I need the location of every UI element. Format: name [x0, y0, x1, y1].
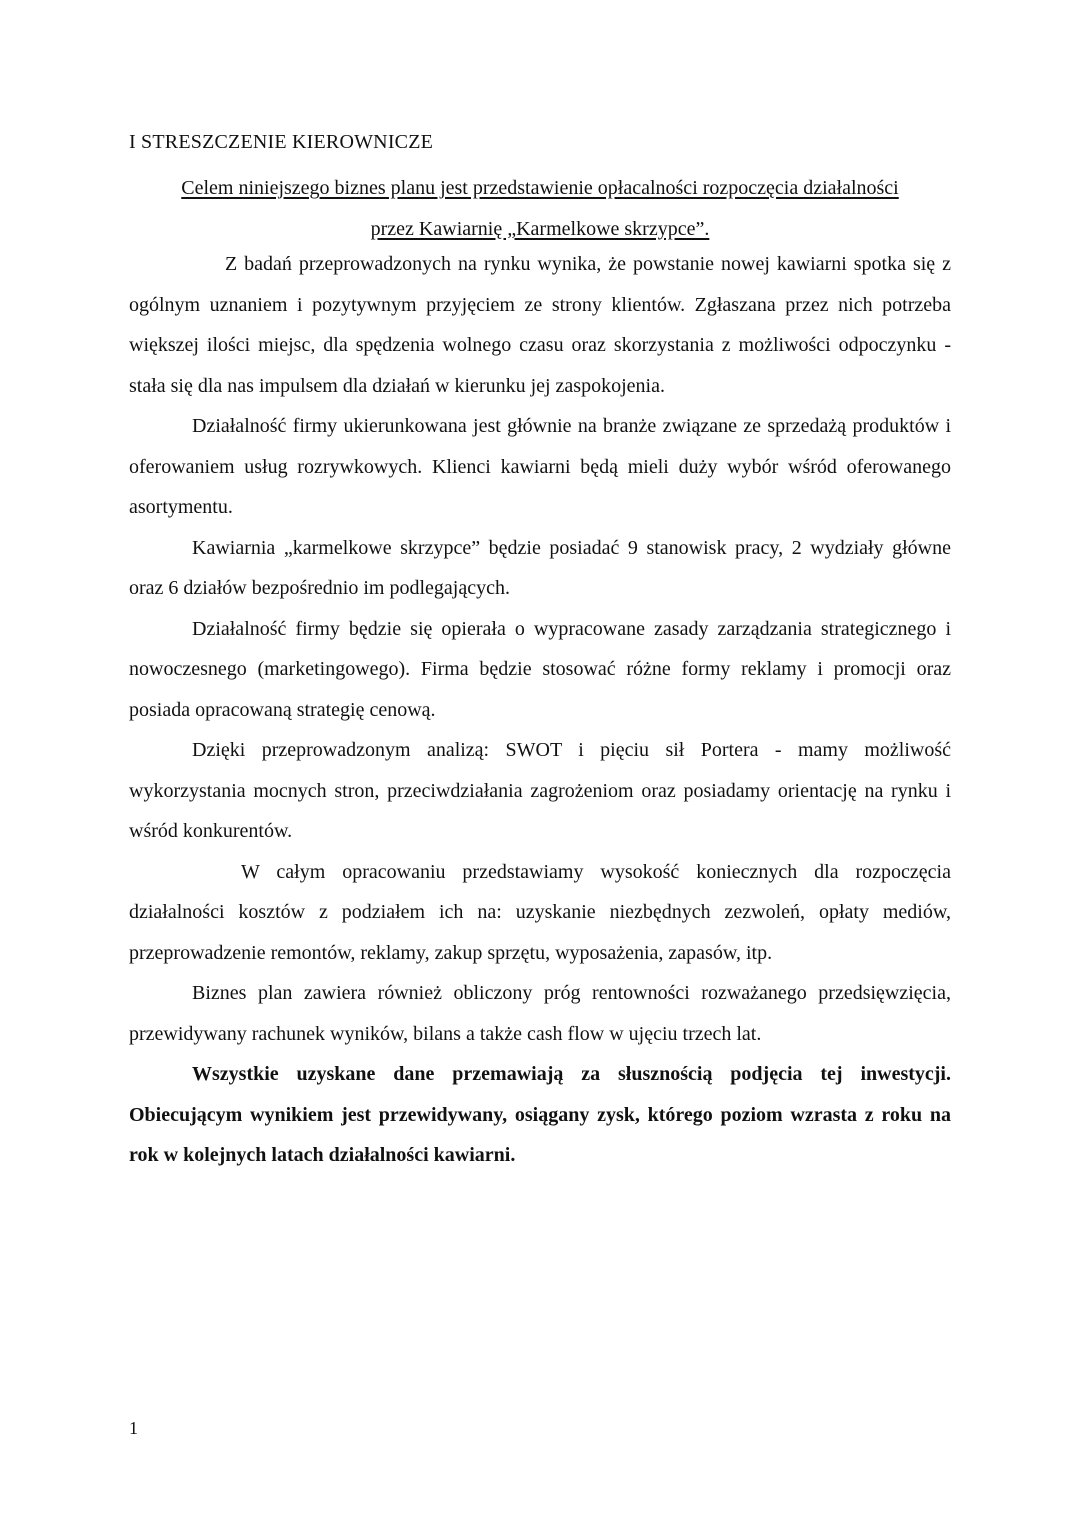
paragraph-financials: Biznes plan zawiera również obliczony próg rentowności rozważanego przedsięwzięcia, przewidywany rachunek wyników, bilans a także cash flow w ujęciu trzech lat.: [129, 982, 951, 1045]
intro-line: Celem niniejszego biznes planu jest przedstawienie opłacalności rozpoczęcia działalności: [181, 177, 899, 199]
intro-statement: [129, 168, 951, 249]
summary-body: [129, 244, 951, 1176]
paragraph-business-focus: Działalność firmy ukierunkowana jest głównie na branże związane ze sprzedażą produktów i oferowaniem usług rozrywkowych. Klienci kawiarni będą mieli duży wybór wśród oferowanego asortymentu.: [129, 415, 951, 518]
paragraph-market-research: Z badań przeprowadzonych na rynku wynika, że powstanie nowej kawiarni spotka się z ogólnym uznaniem i pozytywnym przyjęciem ze strony klientów. Zgłaszana przez nich potrzeba większej ilości miejsc, dla spędzenia wolnego czasu oraz skorzystania z możliwości odpoczynku - stała się dla nas impulsem dla działań w kierunku jej zaspokojenia.: [129, 253, 951, 397]
paragraph-staffing: Kawiarnia „karmelkowe skrzypce” będzie posiadać 9 stanowisk pracy, 2 wydziały główne oraz 6 działów bezpośrednio im podlegających.: [129, 536, 951, 599]
section-heading: I STRESZCZENIE KIEROWNICZE: [129, 131, 434, 153]
intro-line: przez Kawiarnię „Karmelkowe skrzypce”.: [370, 217, 710, 240]
paragraph-conclusion: Wszystkie uzyskane dane przemawiają za słusznością podjęcia tej inwestycji. Obiecującym wynikiem jest przewidywany, osiągany zysk, którego poziom wzrasta z roku na rok w kolejnych latach działalności kawiarni.: [129, 1063, 951, 1166]
paragraph-management: Działalność firmy będzie się opierała o wypracowane zasady zarządzania strategicznego i nowoczesnego (marketingowego). Firma będzie stosować różne formy reklamy i promocji oraz posiada opracowaną strategię cenową.: [129, 617, 951, 721]
paragraph-costs: W całym opracowaniu przedstawiamy wysokość koniecznych dla rozpoczęcia działalności kosztów z podziałem ich na: uzyskanie niezbędnych zezwoleń, opłaty mediów, przeprowadzenie remontów, reklamy, zakup sprzętu, wyposażenia, zapasów, itp.: [129, 860, 951, 964]
page-number: 1: [129, 1418, 138, 1438]
paragraph-analysis: Dzięki przeprowadzonym analizą: SWOT i pięciu sił Portera - mamy możliwość wykorzystania mocnych stron, przeciwdziałania zagrożeniom oraz posiadamy orientację na rynku i wśród konkurentów.: [129, 739, 951, 842]
